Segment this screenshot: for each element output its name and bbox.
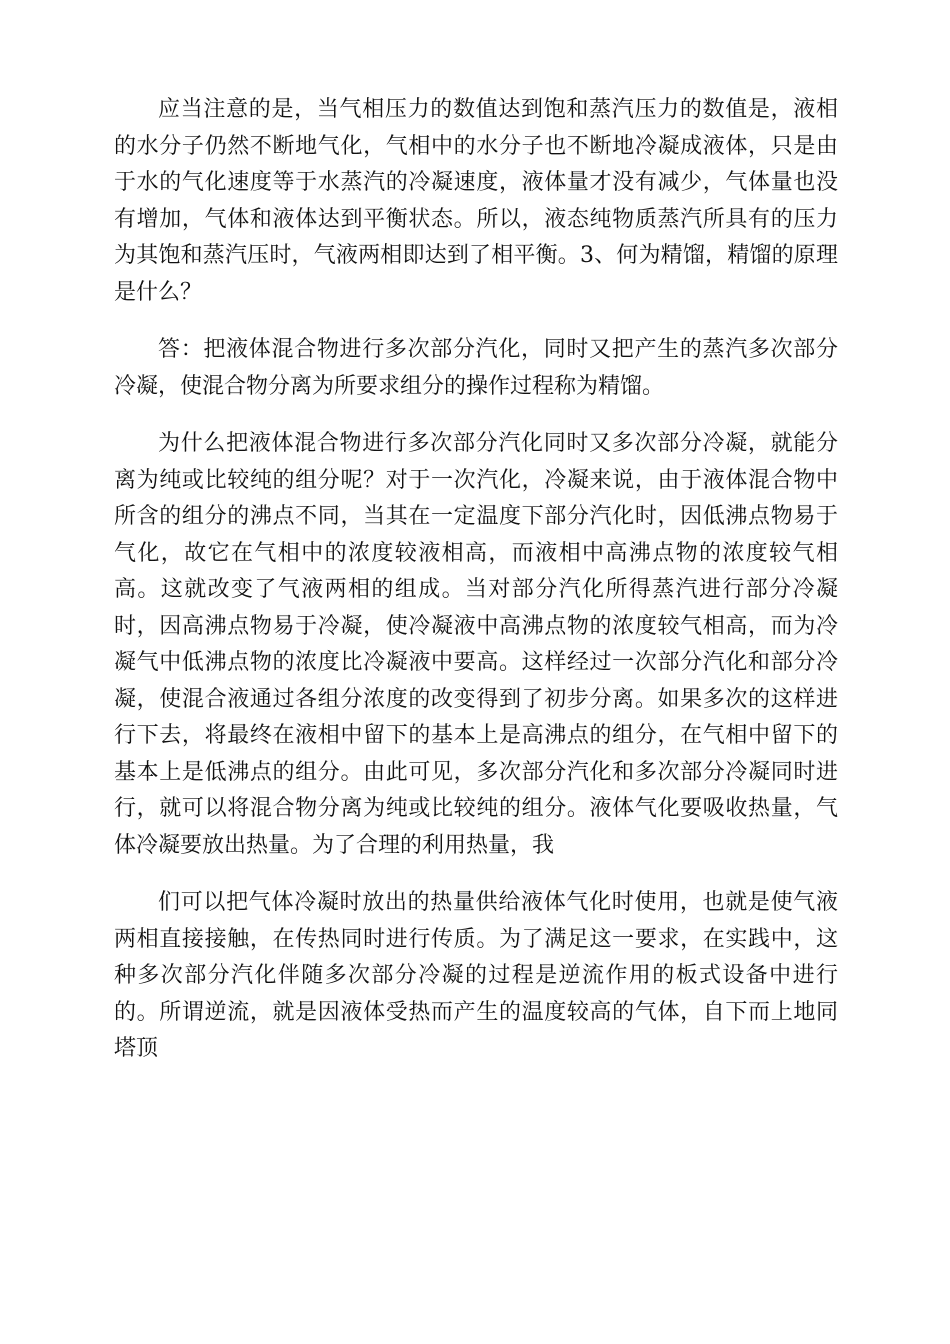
- paragraph-countercurrent: 们可以把气体冷凝时放出的热量供给液体气化时使用，也就是使气液两相直接接触，在传热同时进行传质。为了满足这一要求，在实践中，这种多次部分汽化伴随多次部分冷凝的过程是逆流作用的板式设备中进行的。所谓逆流，就是因液体受热而产生的温度较高的气体，自下而上地同塔顶: [114, 890, 838, 1061]
- paragraph-answer: 答：把液体混合物进行多次部分汽化，同时又把产生的蒸汽多次部分冷凝，使混合物分离为所要求组分的操作过程称为精馏。: [114, 337, 838, 399]
- paragraph-vapor-pressure: 应当注意的是，当气相压力的数值达到饱和蒸汽压力的数值是，液相的水分子仍然不断地气化，气相中的水分子也不断地冷凝成液体，只是由于水的气化速度等于水蒸汽的冷凝速度，液体量才没有减少，气体量也没有增加，气体和液体达到平衡状态。所以，液态纯物质蒸汽所具有的压力为其饱和蒸汽压时，气液两相即达到了相平衡。3、何为精馏，精馏的原理是什么？: [114, 97, 838, 305]
- document-body: [114, 92, 838, 1089]
- paragraph-distillation-principle: 为什么把液体混合物进行多次部分汽化同时又多次部分冷凝，就能分离为纯或比较纯的组分呢？对于一次汽化，冷凝来说，由于液体混合物中所含的组分的沸点不同，当其在一定温度下部分汽化时，因低沸点物易于气化，故它在气相中的浓度较液相高，而液相中高沸点物的浓度较气相高。这就改变了气液两相的组成。当对部分汽化所得蒸汽进行部分冷凝时，因高沸点物易于冷凝，使冷凝液中高沸点物的浓度较气相高，而为冷凝气中低沸点物的浓度比冷凝液中要高。这样经过一次部分汽化和部分冷凝，使混合液通过各组分浓度的改变得到了初步分离。如果多次的这样进行下去，将最终在液相中留下的基本上是高沸点的组分，在气相中留下的基本上是低沸点的组分。由此可见，多次部分汽化和多次部分冷凝同时进行，就可以将混合物分离为纯或比较纯的组分。液体气化要吸收热量，气体冷凝要放出热量。为了合理的利用热量，我: [114, 431, 838, 858]
